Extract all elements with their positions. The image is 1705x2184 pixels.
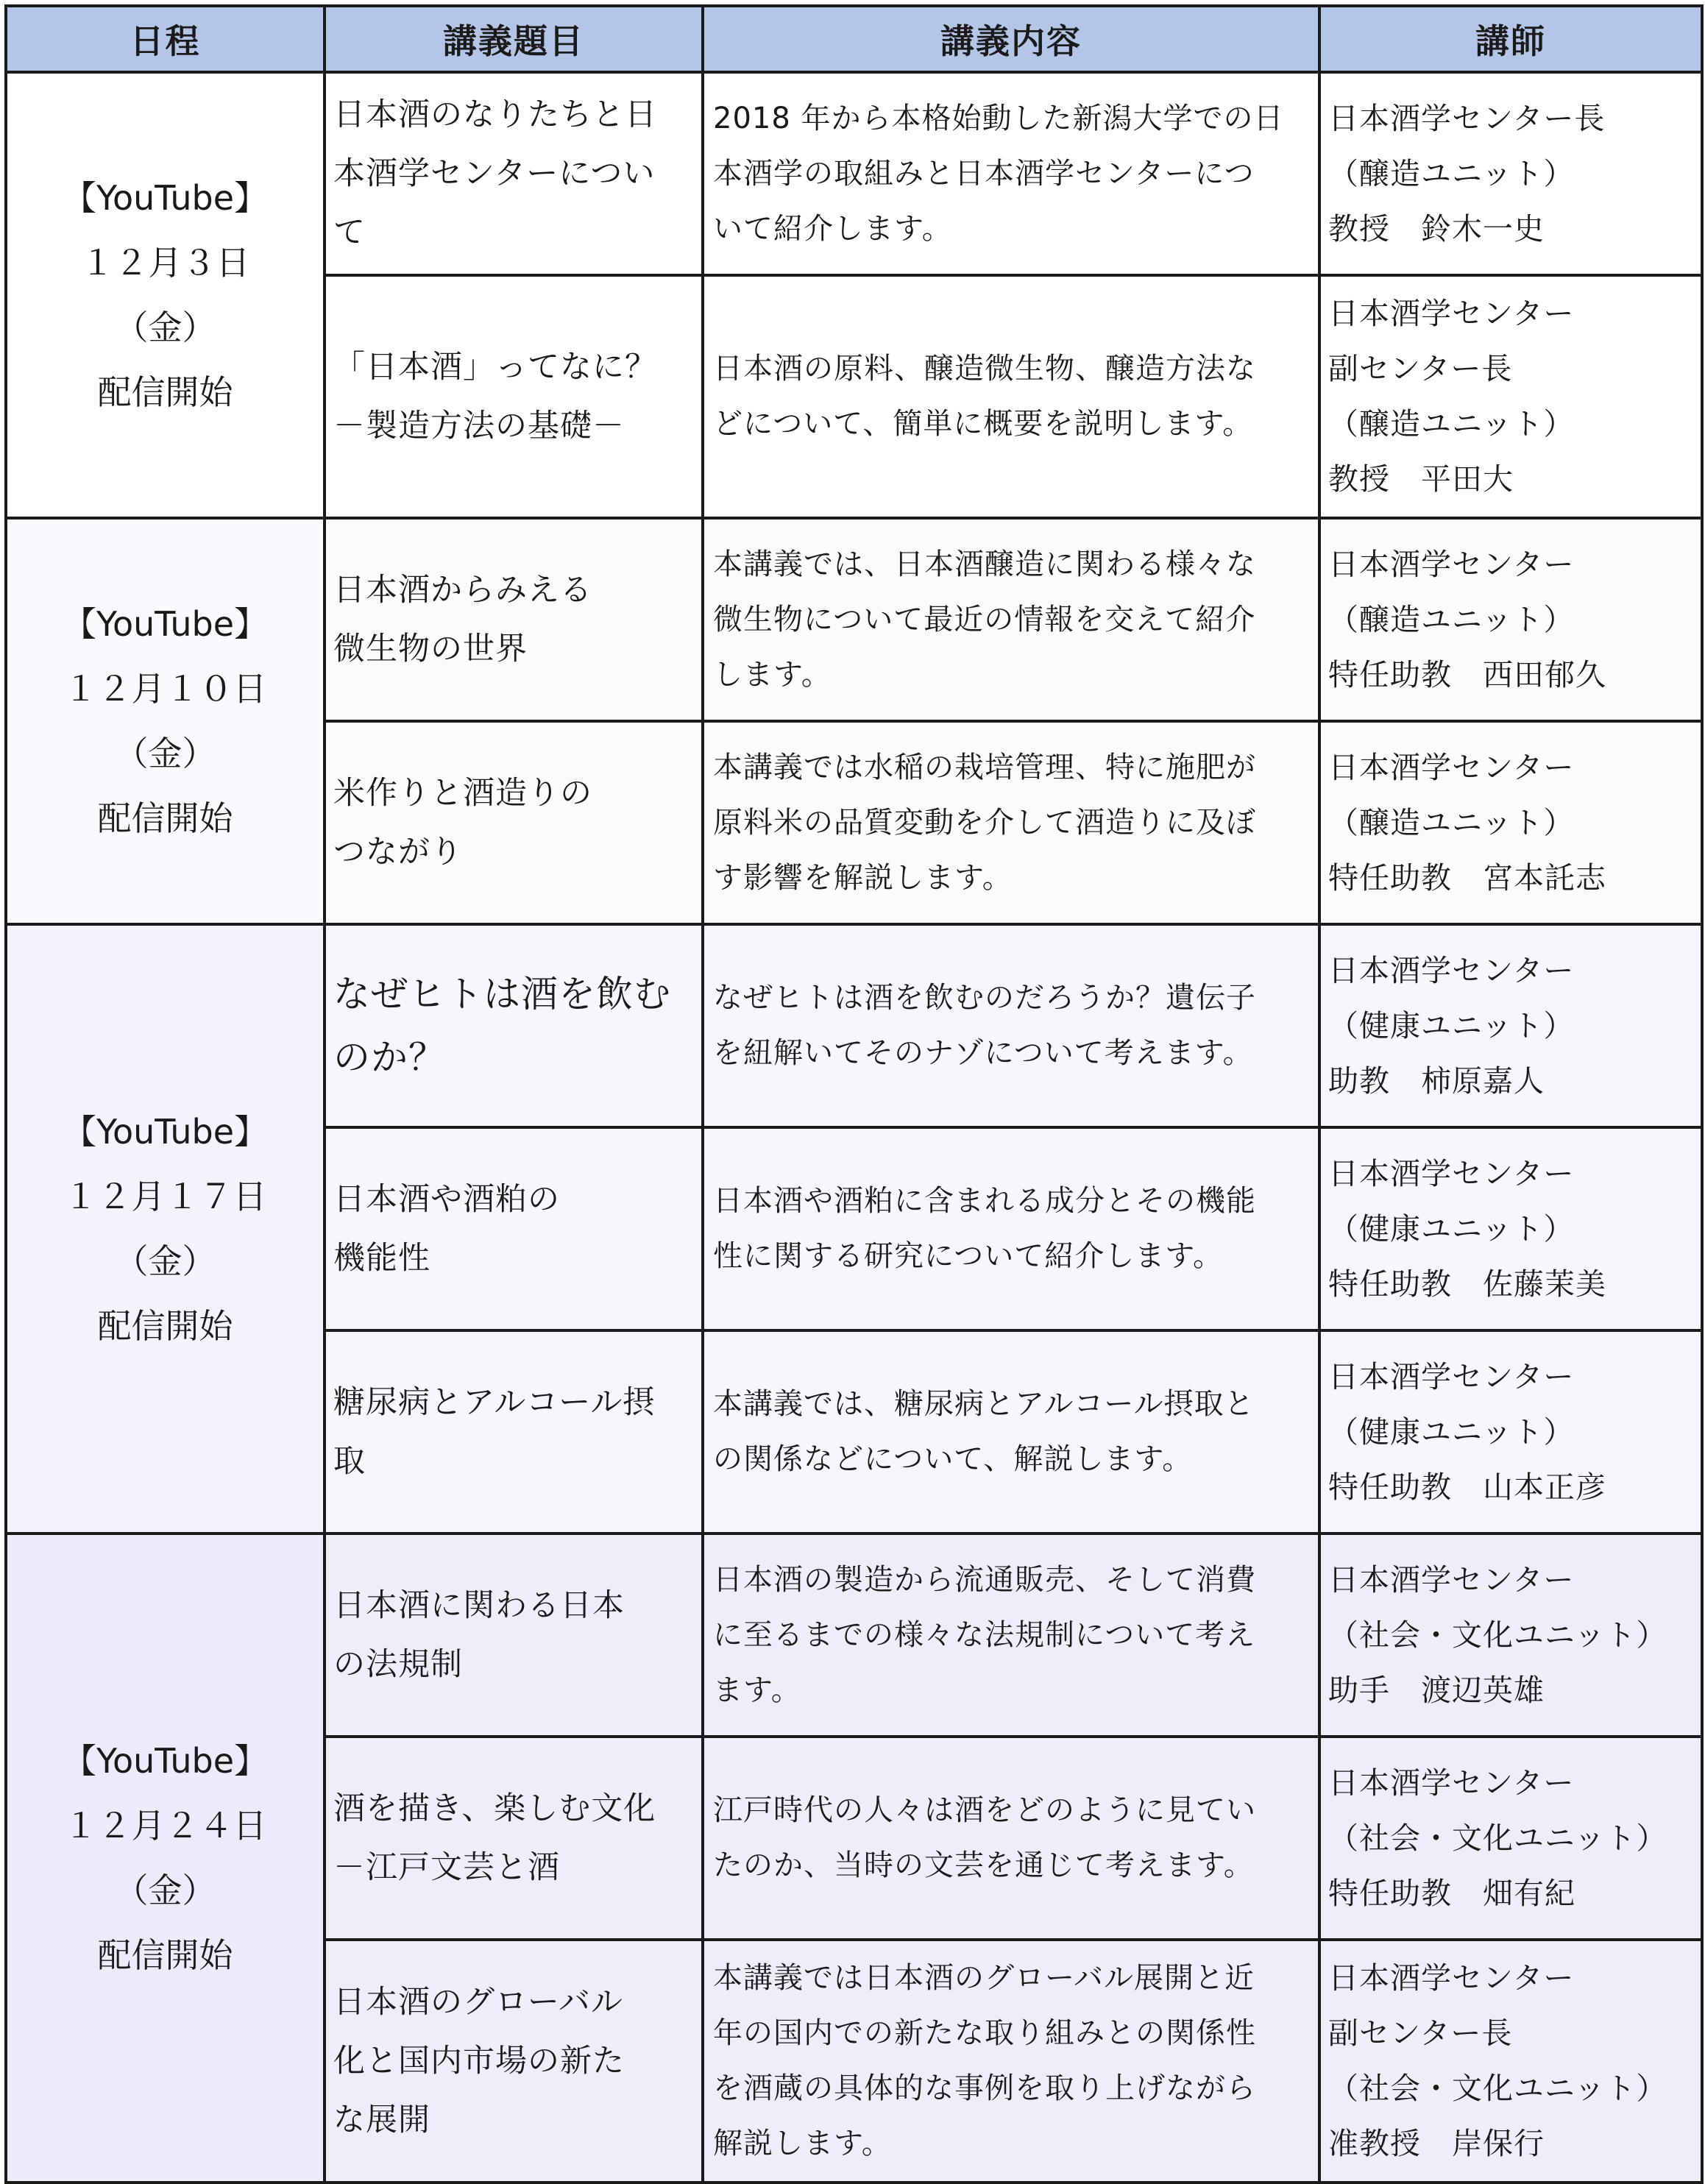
table-row — [6, 72, 1702, 275]
table-row — [6, 924, 1702, 1127]
lecture-content-line: ます。 — [713, 1673, 801, 1707]
lecture-title-line: 本酒学センターについ — [333, 155, 656, 192]
lecturer-cell — [1319, 1534, 1702, 1737]
lecture-title-cell — [325, 1330, 703, 1534]
lecturer-line: 副センター長 — [1328, 2015, 1513, 2051]
lecture-content-line: 解説します。 — [713, 2127, 892, 2160]
lecture-content-cell — [703, 1737, 1319, 1940]
lecture-title-line: 日本酒のグローバル — [333, 1984, 623, 2021]
lecture-content-cell — [703, 275, 1319, 518]
lecture-title-line: 日本酒からみえる — [333, 572, 592, 609]
lecturer-cell — [1319, 924, 1702, 1127]
streaming-note: 配信開始 — [97, 1306, 233, 1346]
lecture-title-line: て — [333, 214, 366, 251]
lecture-title-line: 日本酒のなりたちと日 — [333, 96, 657, 133]
lecture-content-line: します。 — [713, 657, 832, 692]
lecturer-line: 日本酒学センター — [1328, 1960, 1575, 1996]
lecture-content-line: 年の国内での新たな取り組みとの関係性 — [713, 2016, 1256, 2050]
lecture-content-line: す影響を解説します。 — [713, 860, 1013, 895]
lecturer-line: 日本酒学センター — [1328, 1358, 1575, 1394]
lecture-content-line: 微生物について最近の情報を交えて紹介 — [713, 602, 1256, 637]
lecturer-line: 教授 平田大 — [1328, 461, 1514, 497]
date-label: １２月１７日 — [63, 1177, 267, 1216]
lecturer-cell — [1319, 275, 1702, 518]
lecture-content-line: 本講義では日本酒のグローバル展開と近 — [713, 1961, 1255, 1995]
header-content: 講義内容 — [703, 6, 1319, 72]
lecturer-line: 特任助教 西田郁久 — [1328, 656, 1606, 692]
lecture-content-line: どについて、簡単に概要を説明します。 — [713, 407, 1253, 441]
lecture-content-line: 本酒学の取組みと日本酒学センターにつ — [713, 156, 1255, 191]
lecture-content-line: 本講義では、糖尿病とアルコール摂取と — [713, 1387, 1255, 1421]
lecturer-line: 日本酒学センター — [1328, 1155, 1575, 1191]
lecture-title-line: なぜヒトは酒を飲む — [333, 973, 671, 1015]
lecture-content-line: 原料米の品質変動を介して酒造りに及ぼ — [713, 805, 1256, 840]
lecturer-line: 日本酒学センター — [1328, 1765, 1575, 1801]
lecturer-line: 日本酒学センター — [1328, 546, 1575, 582]
lecture-title-line: な展開 — [333, 2102, 430, 2138]
lecturer-line: （醸造ユニット） — [1328, 804, 1575, 840]
lecturer-line: 日本酒学センター — [1328, 296, 1575, 331]
lecture-title-line: 日本酒や酒粕の — [333, 1181, 560, 1218]
lecture-content-line: なぜヒトは酒を飲むのだろうか？遺伝子 — [713, 981, 1256, 1015]
lecturer-line: （社会・文化ユニット） — [1328, 1820, 1667, 1856]
lecture-content-cell — [703, 721, 1319, 924]
date-label: １２月１０日 — [63, 669, 267, 709]
lecture-content-line: 江戸時代の人々は酒をどのように見てい — [713, 1793, 1256, 1827]
platform-label: 【YouTube】 — [62, 604, 269, 644]
lecturer-line: （社会・文化ユニット） — [1328, 1617, 1667, 1653]
lecture-title-line: 取 — [333, 1443, 366, 1480]
lecture-content-cell — [703, 1330, 1319, 1534]
lecture-content-cell — [703, 1127, 1319, 1330]
schedule-date-cell — [6, 924, 325, 1534]
lecturer-line: 准教授 岸保行 — [1328, 2126, 1545, 2161]
lecture-title-cell — [325, 924, 703, 1127]
lecture-content-line: を酒蔵の具体的な事例を取り上げながら — [713, 2071, 1256, 2105]
date-label: １２月３日 — [80, 243, 250, 283]
lecturer-line: 日本酒学センター — [1328, 952, 1575, 988]
lecture-title-line: 酒を描き、楽しむ文化 — [333, 1790, 656, 1827]
lecture-title-cell — [325, 721, 703, 924]
streaming-note: 配信開始 — [97, 1935, 233, 1975]
lecturer-line: 特任助教 佐藤茉美 — [1328, 1266, 1606, 1302]
lecturer-line: 副センター長 — [1328, 351, 1513, 386]
lecturer-cell — [1319, 518, 1702, 721]
header-schedule: 日程 — [6, 6, 325, 72]
lecturer-line: （醸造ユニット） — [1328, 155, 1575, 191]
lecture-content-line: 日本酒や酒粕に含まれる成分とその機能 — [713, 1184, 1256, 1218]
lecturer-cell — [1319, 721, 1702, 924]
lecture-content-line: いて紹介します。 — [713, 211, 952, 246]
lecture-content-line: 日本酒の原料、醸造微生物、醸造方法な — [713, 352, 1256, 386]
lecture-title-cell — [325, 275, 703, 518]
lecturer-line: 日本酒学センター — [1328, 1561, 1575, 1598]
lecture-title-line: のか？ — [333, 1036, 446, 1079]
lecture-content-line: 日本酒の製造から流通販売、そして消費 — [713, 1562, 1256, 1597]
lecture-title-line: の法規制 — [333, 1646, 463, 1683]
lecturer-line: （健康ユニット） — [1328, 1007, 1575, 1043]
lecture-content-line: 性に関する研究について紹介します。 — [713, 1239, 1223, 1273]
lecturer-line: （社会・文化ユニット） — [1328, 2071, 1667, 2106]
weekday-label: （金） — [114, 308, 216, 347]
streaming-note: 配信開始 — [97, 372, 233, 412]
lecture-title-line: －製造方法の基礎－ — [333, 408, 625, 444]
streaming-note: 配信開始 — [97, 798, 233, 838]
table-row — [6, 518, 1702, 721]
lecturer-line: 助教 柿原嘉人 — [1328, 1063, 1545, 1099]
lecture-title-line: 微生物の世界 — [333, 631, 528, 667]
header-lecturer: 講師 — [1319, 6, 1702, 72]
table-row — [6, 1534, 1702, 1737]
platform-label: 【YouTube】 — [62, 1112, 269, 1152]
lecturer-cell — [1319, 1737, 1702, 1940]
lecture-title-line: 化と国内市場の新た — [333, 2043, 625, 2080]
lecture-content-line: 本講義では水稲の栽培管理、特に施肥が — [713, 750, 1256, 784]
date-label: １２月２４日 — [63, 1806, 267, 1846]
lecturer-line: （健康ユニット） — [1328, 1414, 1575, 1450]
lecture-content-cell — [703, 1534, 1319, 1737]
lecturer-cell — [1319, 1330, 1702, 1534]
lecture-title-line: 米作りと酒造りの — [333, 775, 592, 812]
lecturer-line: 日本酒学センター長 — [1328, 100, 1606, 136]
schedule-date-cell — [6, 1534, 325, 2183]
lecture-title-cell — [325, 1737, 703, 1940]
schedule-date-cell — [6, 72, 325, 518]
lecture-content-cell — [703, 72, 1319, 275]
lecture-title-line: －江戸文芸と酒 — [333, 1849, 560, 1886]
platform-label: 【YouTube】 — [62, 1741, 269, 1781]
lecturer-line: （醸造ユニット） — [1328, 601, 1575, 637]
lecturer-cell — [1319, 1127, 1702, 1330]
lecturer-line: 特任助教 畑有紀 — [1328, 1875, 1575, 1911]
lecture-title-line: 日本酒に関わる日本 — [333, 1587, 625, 1624]
lecturer-line: （醸造ユニット） — [1328, 406, 1575, 442]
weekday-label: （金） — [114, 734, 216, 773]
lecture-content-line: の関係などについて、解説します。 — [713, 1442, 1193, 1476]
lecturer-line: 助手 渡辺英雄 — [1328, 1672, 1545, 1708]
lecture-title-line: 糖尿病とアルコール摂 — [333, 1384, 656, 1421]
lecture-content-cell — [703, 924, 1319, 1127]
lecture-title-line: 機能性 — [333, 1240, 430, 1277]
lecture-title-line: つながり — [333, 834, 463, 871]
lecture-title-cell — [325, 1940, 703, 2183]
weekday-label: （金） — [114, 1241, 216, 1281]
lecture-title-cell — [325, 518, 703, 721]
lecturer-line: 日本酒学センター — [1328, 749, 1575, 785]
lecture-schedule-sheet — [4, 4, 1701, 2166]
lecture-schedule-table — [4, 4, 1704, 2184]
lecture-title-cell — [325, 1127, 703, 1330]
lecture-title-cell — [325, 1534, 703, 1737]
schedule-date-cell — [6, 518, 325, 924]
header-title: 講義題目 — [325, 6, 703, 72]
lecture-content-line: に至るまでの様々な法規制について考え — [713, 1617, 1256, 1652]
lecturer-line: 特任助教 宮本託志 — [1328, 859, 1606, 896]
lecture-content-cell — [703, 518, 1319, 721]
lecture-content-line: を紐解いてそのナゾについて考えます。 — [713, 1036, 1253, 1070]
lecturer-cell — [1319, 72, 1702, 275]
weekday-label: （金） — [114, 1871, 216, 1910]
header-row — [6, 6, 1702, 72]
lecturer-line: 教授 鈴木一史 — [1328, 210, 1545, 247]
platform-label: 【YouTube】 — [62, 178, 269, 218]
lecture-title-cell — [325, 72, 703, 275]
lecture-content-line: 2018 年から本格始動した新潟大学での日 — [713, 101, 1284, 135]
lecturer-line: 特任助教 山本正彦 — [1328, 1469, 1606, 1505]
lecturer-line: （健康ユニット） — [1328, 1210, 1575, 1247]
lecture-title-line: 「日本酒」ってなに？ — [333, 349, 657, 386]
lecturer-cell — [1319, 1940, 1702, 2183]
lecture-content-line: たのか、当時の文芸を通じて考えます。 — [713, 1848, 1254, 1882]
lecture-content-line: 本講義では、日本酒醸造に関わる様々な — [713, 547, 1256, 581]
lecture-content-cell — [703, 1940, 1319, 2183]
